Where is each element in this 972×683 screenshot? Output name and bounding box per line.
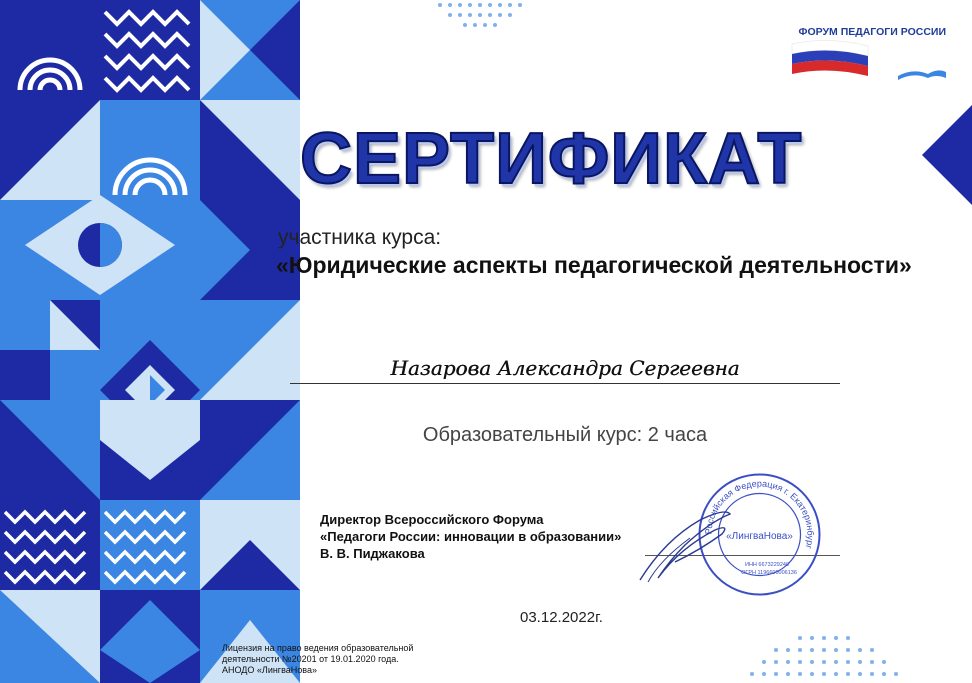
certificate-subtitle: участника курса: (278, 226, 442, 249)
svg-text:ИНН 6673229240: ИНН 6673229240 (744, 562, 790, 568)
recipient-name: Назарова Александра Сергеевна (390, 356, 740, 380)
license-line-3: АНОДО «ЛингваНова» (222, 665, 317, 675)
director-title: Директор Всероссийского Форума (320, 512, 544, 527)
dots-ornament (740, 630, 910, 683)
svg-text:Российская Федерация г. Екатер: Российская Федерация г. Екатеринбург (703, 478, 816, 550)
issue-date: 03.12.2022г. (520, 609, 603, 626)
certificate-title: СЕРТИФИКАТ (300, 119, 803, 199)
license-line-1: Лицензия на право ведения образовательной (222, 643, 414, 653)
diamond-ornament (922, 105, 972, 205)
decorative-pattern (0, 0, 300, 683)
director-name: В. В. Пиджакова (320, 546, 425, 561)
director-forum: «Педагоги России: инновации в образовании» (320, 529, 622, 544)
course-name: «Юридические аспекты педагогической деятельности» (276, 252, 912, 278)
svg-text:ОГРН 1196600006136: ОГРН 1196600006136 (741, 570, 797, 576)
svg-text:«ЛингваНова»: «ЛингваНова» (726, 531, 793, 542)
course-hours: Образовательный курс: 2 часа (422, 424, 708, 446)
name-underline (290, 383, 840, 384)
license-line-2: деятельности №20201 от 19.01.2020 года. (222, 654, 399, 664)
handwritten-signature (630, 500, 740, 585)
logo-text: ФОРУМ ПЕДАГОГИ РОССИИ (798, 26, 946, 38)
dots-ornament (430, 0, 530, 30)
